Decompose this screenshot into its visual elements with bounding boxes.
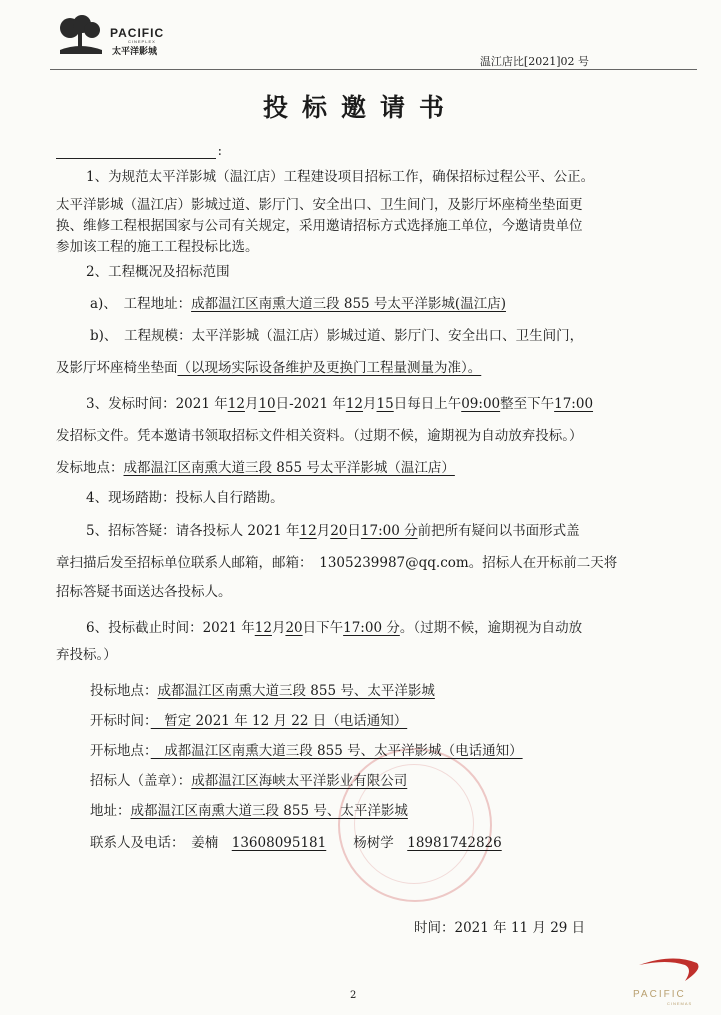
- issue-date: 时间：2021 年 11 月 29 日: [414, 920, 586, 936]
- opening-time-value: 暂定 2021 年 12 月 22 日（电话通知）: [150, 713, 408, 729]
- paragraph-1-line-1: 1、为规范太平洋影城（温江店）工程建设项目招标工作，确保招标过程公平、公正。: [86, 169, 595, 185]
- text-day: 日: [347, 523, 361, 539]
- header-divider: [50, 69, 697, 70]
- deadline-day: 20: [285, 620, 303, 636]
- paragraph-1-line-2: 太平洋影城（温江店）影城过道、影厅门、安全出口、卫生间门，及影厅坏座椅坐垫面更: [56, 197, 583, 213]
- swoosh-icon: [633, 955, 713, 989]
- item-a: [90, 294, 506, 314]
- issue-place-value: 成都温江区南熏大道三段 855 号太平洋影城（温江店）: [123, 460, 455, 476]
- contact-1-name: 姜楠: [191, 835, 219, 851]
- contact-label: 联系人及电话：: [90, 835, 178, 851]
- opening-place: [90, 741, 523, 761]
- qa-time: 17:00 分: [360, 523, 418, 539]
- qa-month: 12: [299, 523, 317, 539]
- bid-place-label: 投标地点：: [90, 683, 158, 699]
- opening-time: [90, 711, 407, 731]
- footer-logo: [633, 955, 713, 1010]
- section-5-line-1: [86, 521, 580, 541]
- section-5-line-3: 招标答疑书面送达各投标人。: [56, 584, 232, 600]
- tenderer-value: 成都温江区海峡太平洋影业有限公司: [191, 773, 408, 789]
- paragraph-1-line-3: 换、维修工程根据国家与公司有关规定，采用邀请招标方式选择施工单位，今邀请贵单位: [56, 218, 583, 234]
- section-5-line-2: 章扫描后发至招标单位联系人邮箱，邮箱： 1305239987@qq.com。招标人在开标前二天将: [56, 555, 618, 571]
- contact-2-phone: 18981742826: [407, 835, 502, 851]
- deadline-month: 12: [254, 620, 272, 636]
- item-b-label: b)、 工程规模：: [90, 328, 192, 344]
- item-b-line-1: [90, 326, 583, 346]
- item-b-line-2-text: 及影厅坏座椅坐垫面: [56, 360, 178, 376]
- footer-logo-text: PACIFIC: [633, 989, 686, 1000]
- opening-place-label: 开标地点：: [90, 743, 151, 759]
- logo-name: PACIFIC: [110, 26, 165, 40]
- issue-place-label: 发标地点：: [56, 460, 124, 476]
- contact-2-name: 杨树学: [353, 835, 394, 851]
- issue-start-day: 10: [258, 396, 276, 412]
- section-3-line-2: 发招标文件。凭本邀请书领取招标文件相关资料。（过期不候，逾期视为自动放弃投标。）: [56, 428, 583, 444]
- addressee-colon: :: [217, 144, 222, 159]
- issue-end-month: 12: [345, 396, 364, 412]
- text-month-2: 月: [363, 396, 377, 412]
- tenderer-label: 招标人（盖章）：: [90, 773, 192, 789]
- section-5-suffix: 前把所有疑问以书面形式盖: [417, 523, 580, 539]
- item-a-label: a)、 工程地址：: [90, 296, 192, 312]
- issue-end-time: 17:00: [554, 396, 594, 412]
- section-3-line-1: [86, 394, 593, 414]
- section-6-line-2: 弃投标。）: [56, 647, 117, 663]
- section-5-prefix: 5、招标答疑：请各投标人 2021 年: [86, 523, 300, 539]
- bid-place: [90, 681, 435, 701]
- footer-logo-sub: CINEMAS: [667, 1001, 693, 1006]
- bid-place-value: 成都温江区南熏大道三段 855 号、太平洋影城: [157, 683, 435, 699]
- item-b-value: 太平洋影城（温江店）影城过道、影厅门、安全出口、卫生间门，: [191, 328, 584, 344]
- page-number: 2: [350, 990, 357, 1001]
- issue-start-time: 09:00: [461, 396, 501, 412]
- contacts: [90, 833, 502, 853]
- opening-place-value: 成都温江区南熏大道三段 855 号、太平洋影城（电话通知）: [150, 743, 523, 759]
- text-month-4: 月: [271, 620, 286, 636]
- text-afternoon: 整至下午: [500, 396, 555, 412]
- section-3-prefix: 3、发标时间：2021 年: [86, 396, 228, 412]
- section-6-suffix: 。（过期不候，逾期视为自动放: [399, 620, 583, 636]
- text-month: 月: [244, 396, 259, 412]
- pacific-logo: [52, 14, 192, 60]
- issue-start-month: 12: [227, 396, 245, 412]
- section-6-line-1: [86, 618, 582, 638]
- contact-1-phone: 13608095181: [231, 835, 327, 851]
- text-day-year: 日-2021 年: [275, 396, 346, 412]
- tenderer: [90, 771, 407, 791]
- qa-day: 20: [330, 523, 348, 539]
- text-afternoon-2: 日下午: [302, 620, 344, 636]
- tree-logo-icon: [52, 14, 108, 58]
- item-b-line-2: [56, 358, 481, 378]
- opening-time-label: 开标时间：: [90, 713, 151, 729]
- text-morning: 日每日上午: [393, 396, 462, 412]
- paragraph-1-line-4: 参加该工程的施工工程投标比选。: [56, 239, 259, 255]
- logo-chinese-name: 太平洋影城: [112, 47, 158, 57]
- item-a-value: 成都温江区南熏大道三段 855 号太平洋影城(温江店): [191, 296, 506, 312]
- address-value: 成都温江区南熏大道三段 855 号、太平洋影城: [130, 803, 408, 819]
- deadline-time: 17:00 分: [343, 620, 400, 636]
- address-label: 地址：: [90, 803, 131, 819]
- issue-end-day: 15: [376, 396, 394, 412]
- text-month-3: 月: [316, 523, 331, 539]
- addressee-blank: [56, 144, 222, 159]
- item-b-line-2-underlined: （以现场实际设备维护及更换门工程量测量为准）。: [177, 360, 482, 376]
- document-number: 温江店比[2021]02 号: [479, 55, 589, 68]
- section-4: 4、现场踏勘：投标人自行踏勘。: [86, 490, 284, 506]
- section-6-prefix: 6、投标截止时间：2021 年: [86, 620, 255, 636]
- page-title: 投标邀请书: [262, 93, 458, 122]
- logo-sub: CINEPLEX: [128, 39, 156, 44]
- address: [90, 801, 408, 821]
- section-2-heading: 2、工程概况及招标范围: [86, 264, 230, 280]
- section-3-place: [56, 458, 455, 478]
